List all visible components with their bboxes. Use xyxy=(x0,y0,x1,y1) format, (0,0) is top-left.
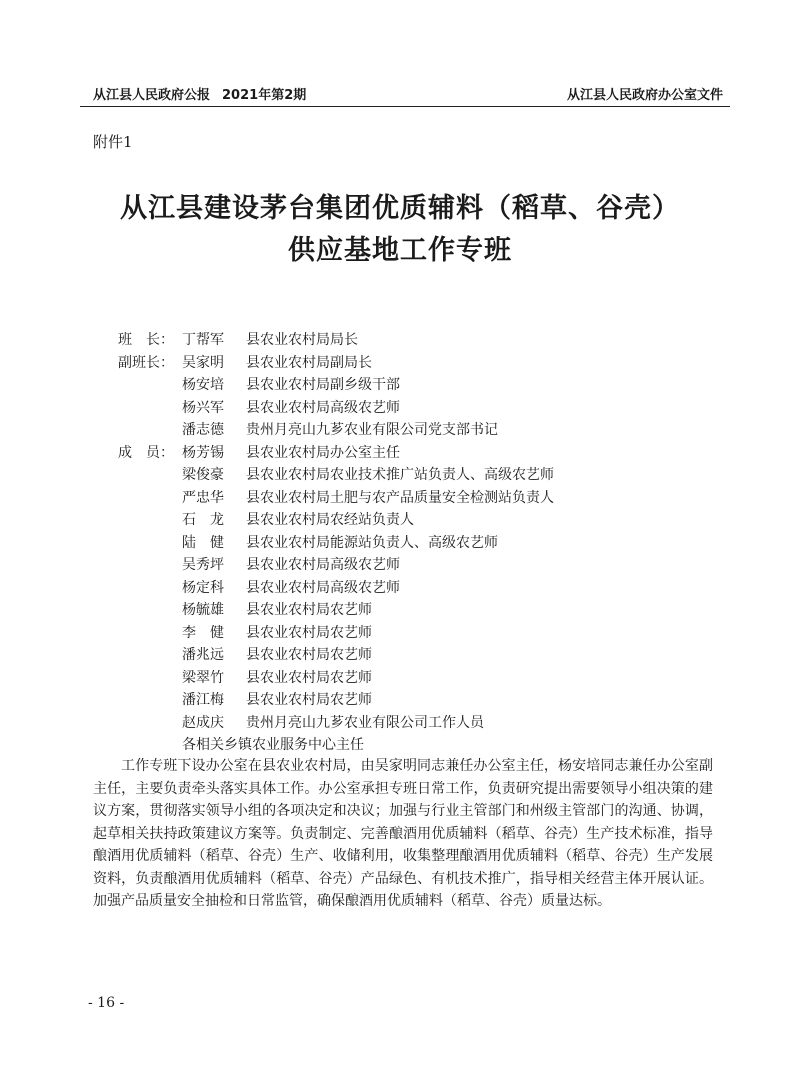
member-name: 丁帮军 xyxy=(182,332,224,348)
member-position: 县农业农村局农业技术推广站负责人、高级农艺师 xyxy=(246,467,554,483)
member-name: 潘兆远 xyxy=(182,647,224,663)
member-name: 吴秀坪 xyxy=(182,557,224,573)
member-position: 县农业农村局农艺师 xyxy=(246,602,372,618)
member-row xyxy=(118,599,554,622)
member-list xyxy=(118,329,554,757)
member-row xyxy=(118,487,554,510)
member-position: 县农业农村局办公室主任 xyxy=(246,444,400,461)
member-role xyxy=(118,464,182,487)
member-row xyxy=(118,667,554,690)
member-role xyxy=(118,667,182,690)
member-name: 石 龙 xyxy=(182,512,224,528)
member-position: 县农业农村局农艺师 xyxy=(246,624,372,641)
member-position: 县农业农村局高级农艺师 xyxy=(246,399,400,416)
member-position: 县农业农村局高级农艺师 xyxy=(246,557,400,573)
member-name: 杨定科 xyxy=(182,579,224,596)
member-name: 梁翠竹 xyxy=(182,669,224,686)
member-position: 县农业农村局局长 xyxy=(246,332,358,348)
member-position: 县农业农村局能源站负责人、高级农艺师 xyxy=(246,534,498,551)
member-role: 副班长： xyxy=(118,354,174,371)
member-name: 李 健 xyxy=(182,624,224,641)
member-role xyxy=(118,712,182,735)
member-position: 县农业农村局高级农艺师 xyxy=(246,579,400,596)
member-role xyxy=(118,374,182,397)
member-position: 县农业农村局副乡级干部 xyxy=(246,377,400,393)
member-row xyxy=(118,464,554,487)
member-row xyxy=(118,442,554,465)
header-publication xyxy=(93,84,306,103)
header-document-type: 从江县人民政府办公室文件 xyxy=(566,88,723,103)
member-name: 杨毓雄 xyxy=(182,602,224,618)
member-role xyxy=(118,554,182,577)
member-row xyxy=(118,644,554,667)
document-title xyxy=(60,188,740,272)
member-role xyxy=(118,487,182,510)
member-row xyxy=(118,352,554,375)
member-row xyxy=(118,397,554,420)
member-row xyxy=(118,622,554,645)
member-position: 县农业农村局副局长 xyxy=(246,354,372,371)
title-line-1: 从江县建设茅台集团优质辅料（稻草、谷壳） xyxy=(120,193,680,224)
member-position: 县农业农村局农艺师 xyxy=(246,692,372,708)
member-role xyxy=(118,599,182,622)
member-role xyxy=(118,509,182,532)
member-position: 各相关乡镇农业服务中心主任 xyxy=(182,737,364,753)
member-name: 潘江梅 xyxy=(182,692,224,708)
member-row xyxy=(118,689,554,712)
member-role xyxy=(118,577,182,600)
member-role xyxy=(118,689,182,712)
member-name: 梁俊豪 xyxy=(182,467,224,483)
member-position: 县农业农村局土肥与农产品质量安全检测站负责人 xyxy=(246,489,554,506)
member-row xyxy=(118,509,554,532)
member-row xyxy=(118,554,554,577)
body-paragraph: 工作专班下设办公室在县农业农村局，由吴家明同志兼任办公室主任，杨安培同志兼任办公室副主任，主要负责牵头落实具体工作。办公室承担专班日常工作，负责研究提出需要领导小组决策的建议方案，贯彻落实领导小组的各项决定和决议；加强与行业主管部门和州级主管部门的沟通、协调，起草相关扶持政策建议方案等。负责制定、完善酿酒用优质辅料（稻草、谷壳）生产技术标准，指导酿酒用优质辅料（稻草、谷壳）生产、收储利用，收集整理酿酒用优质辅料（稻草、谷壳）生产发展资料，负责酿酒用优质辅料（稻草、谷壳）产品绿色、有机技术推广，指导相关经营主体开展认证。加强产品质量安全抽检和日常监管，确保酿酒用优质辅料（稻草、谷壳）质量达标。 xyxy=(93,758,713,909)
member-position: 县农业农村局农艺师 xyxy=(246,647,372,663)
member-role xyxy=(118,532,182,555)
attachment-label: 附件1 xyxy=(93,133,133,151)
member-name: 赵成庆 xyxy=(182,714,224,731)
member-role xyxy=(118,644,182,667)
page-number: - 16 - xyxy=(88,995,125,1011)
member-name: 严忠华 xyxy=(182,489,224,506)
member-name: 潘志德 xyxy=(182,422,224,438)
title-line-2: 供应基地工作专班 xyxy=(288,235,512,266)
header-divider xyxy=(80,106,730,107)
member-position: 贵州月亮山九芗农业有限公司工作人员 xyxy=(246,714,484,731)
member-row xyxy=(118,712,554,735)
member-position: 县农业农村局农艺师 xyxy=(246,669,372,686)
member-position: 县农业农村局农经站负责人 xyxy=(246,512,414,528)
member-row xyxy=(118,419,554,442)
member-role: 成 员： xyxy=(118,444,174,461)
issue-number: 2021年第2期 xyxy=(222,88,307,103)
member-name: 杨安培 xyxy=(182,377,224,393)
member-row xyxy=(118,532,554,555)
member-name: 陆 健 xyxy=(182,534,224,551)
publication-name: 从江县人民政府公报 xyxy=(93,88,211,103)
member-name: 杨兴军 xyxy=(182,399,224,416)
member-row xyxy=(118,329,554,352)
member-position: 贵州月亮山九芗农业有限公司党支部书记 xyxy=(246,422,498,438)
member-row xyxy=(118,577,554,600)
member-role xyxy=(118,419,182,442)
member-role xyxy=(118,622,182,645)
member-name: 杨芳锡 xyxy=(182,444,224,461)
member-role xyxy=(118,397,182,420)
member-name: 吴家明 xyxy=(182,354,224,371)
member-row xyxy=(118,374,554,397)
member-row xyxy=(118,734,554,757)
member-role xyxy=(118,734,182,757)
member-role: 班 长： xyxy=(118,332,174,348)
